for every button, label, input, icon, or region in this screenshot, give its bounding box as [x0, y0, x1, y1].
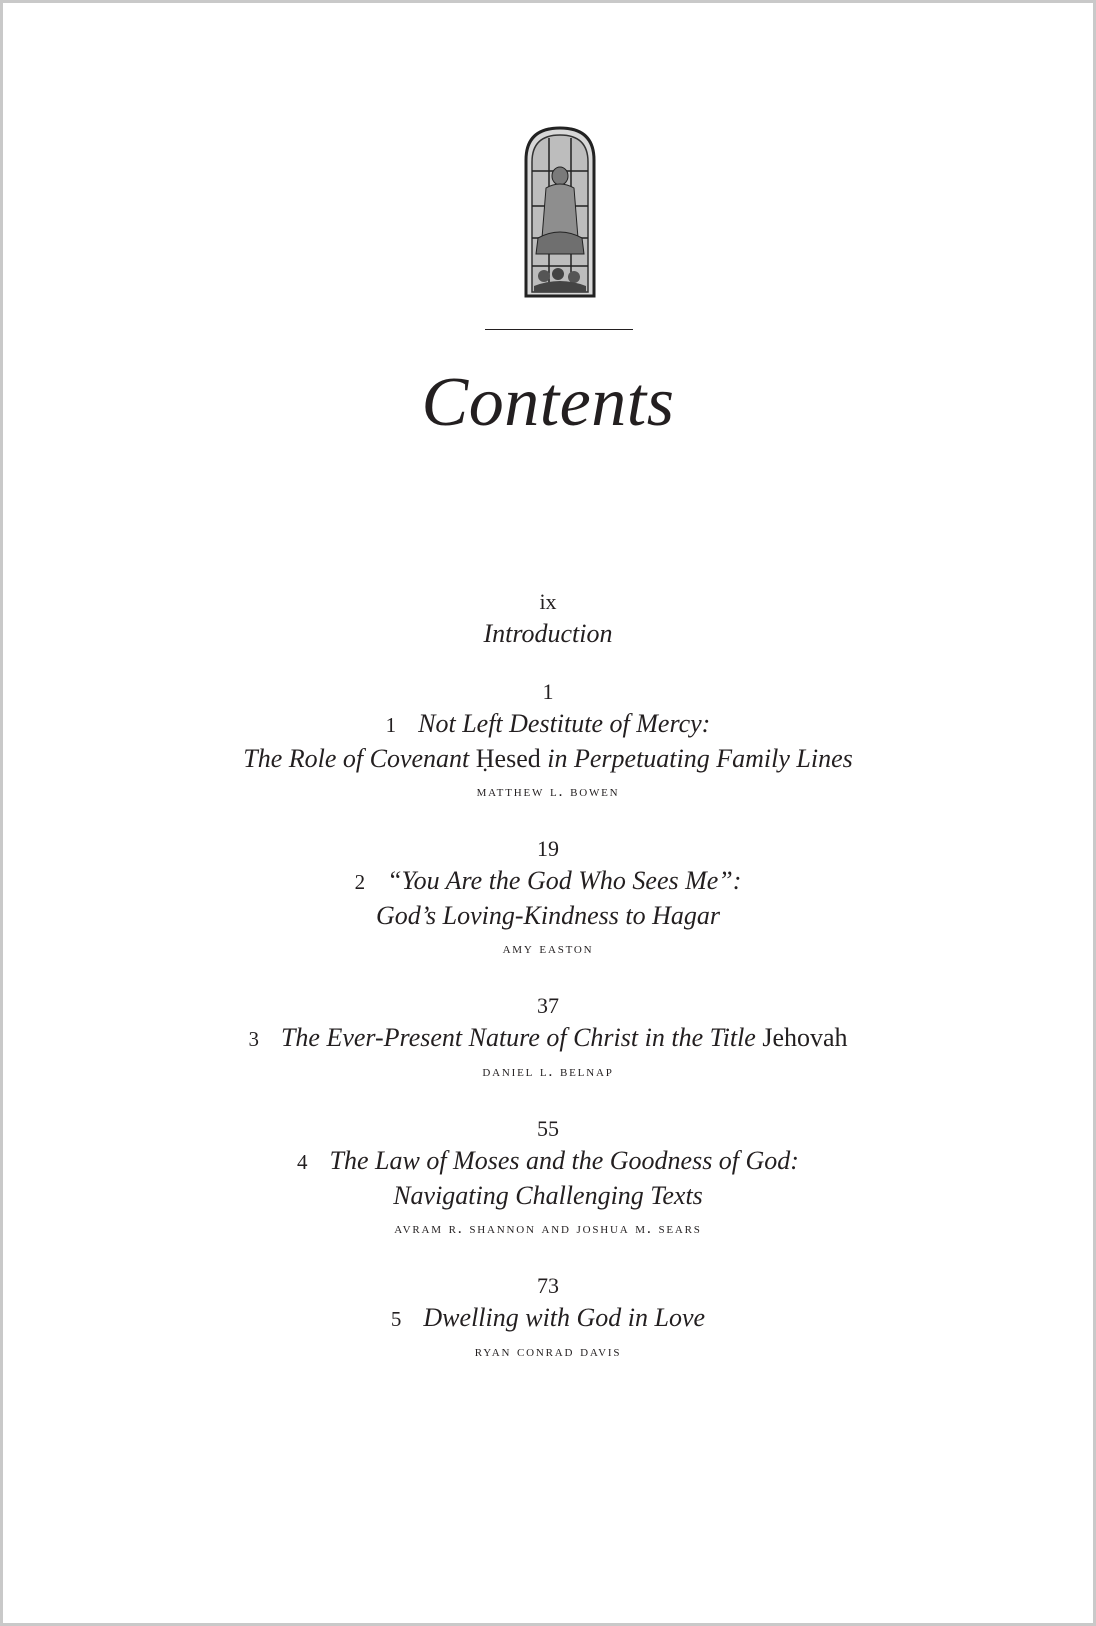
author-name: ryan conrad davis	[474, 1343, 622, 1360]
entry-title	[3, 707, 1093, 742]
table-of-contents	[3, 587, 1093, 1394]
entry-title-part-a: The Ever-Present Nature of Christ in the Title	[280, 1023, 763, 1052]
author-name: daniel l. belnap	[482, 1063, 614, 1080]
entry-title-line-1: The Law of Moses and the Goodness of God:	[329, 1146, 799, 1175]
toc-entry-introduction[interactable]	[3, 587, 1093, 651]
chapter-number: 1	[385, 713, 397, 737]
subtitle-part-c: in Perpetuating Family Lines	[540, 744, 853, 773]
toc-entry-chapter-5[interactable]	[3, 1271, 1093, 1366]
page-number: 37	[537, 993, 559, 1018]
page-number: 19	[537, 836, 559, 861]
chapter-number: 4	[297, 1150, 308, 1174]
toc-entry-chapter-1[interactable]	[3, 677, 1093, 806]
entry-subtitle	[3, 742, 1093, 776]
entry-subtitle: God’s Loving-Kindness to Hagar	[375, 901, 721, 930]
subtitle-part-roman: Ḥesed	[475, 744, 541, 773]
page-number: 1	[542, 679, 554, 704]
chapter-number: 5	[390, 1307, 402, 1331]
entry-title	[3, 1021, 1093, 1056]
stained-glass-window-icon	[522, 126, 598, 298]
entry-title	[3, 1144, 1093, 1179]
entry-title-part-roman: Jehovah	[762, 1023, 848, 1052]
author-name: matthew l. bowen	[476, 783, 620, 800]
entry-title	[3, 1301, 1093, 1336]
toc-entry-chapter-2[interactable]	[3, 834, 1093, 963]
author-name: amy easton	[502, 940, 594, 957]
entry-title-line-1: Dwelling with God in Love	[423, 1303, 706, 1332]
page-number: ix	[539, 589, 557, 614]
subtitle-part-a: The Role of Covenant	[243, 744, 476, 773]
toc-entry-chapter-4[interactable]	[3, 1114, 1093, 1243]
page-number: 73	[537, 1273, 559, 1298]
toc-entry-chapter-3[interactable]	[3, 991, 1093, 1086]
entry-title-line-1: Not Left Destitute of Mercy:	[418, 709, 711, 738]
entry-title: Introduction	[483, 619, 613, 648]
author-name: avram r. shannon and joshua m. sears	[394, 1220, 702, 1237]
entry-subtitle: Navigating Challenging Texts	[393, 1181, 703, 1210]
page-title: Contents	[421, 364, 675, 441]
page-number: 55	[537, 1116, 559, 1141]
chapter-number: 3	[248, 1027, 259, 1051]
entry-title-line-1: “You Are the God Who Sees Me”:	[387, 866, 742, 895]
title-divider	[485, 329, 633, 330]
chapter-number: 2	[354, 870, 366, 894]
entry-title	[3, 864, 1093, 899]
